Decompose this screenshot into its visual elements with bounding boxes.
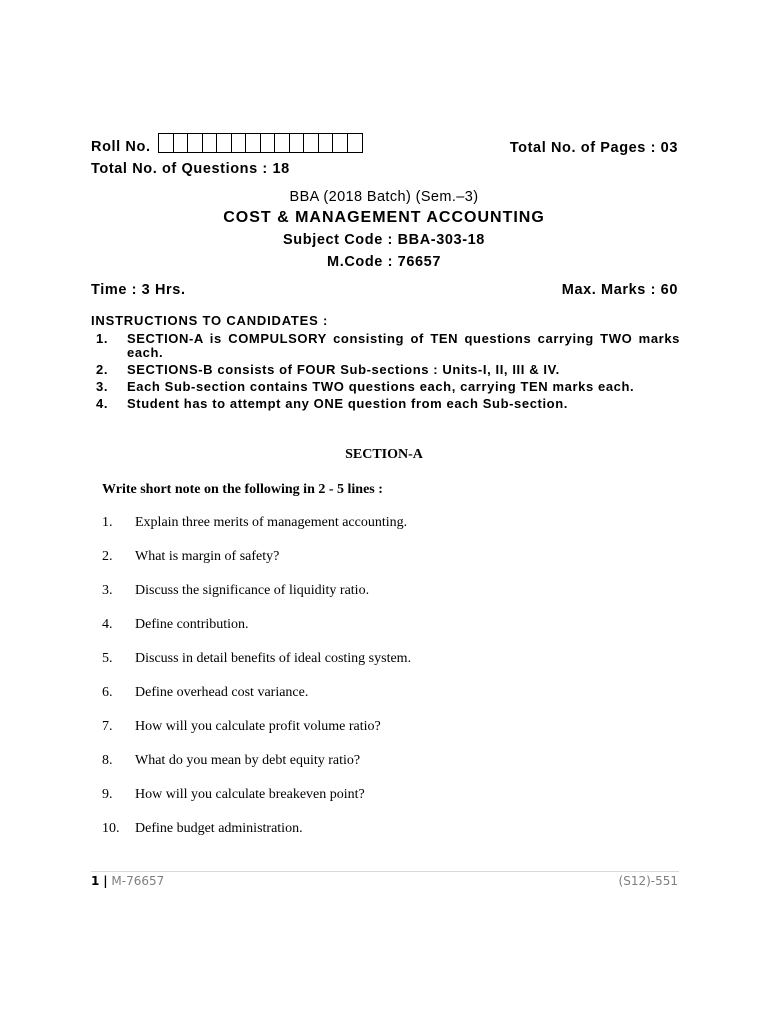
roll-no-box [333,134,348,152]
roll-no-box [290,134,305,152]
roll-no-box [174,134,189,152]
section-a-heading: SECTION-A [345,447,423,462]
instruction-item: 3. Each Sub-section contains TWO questions each, carrying TEN marks each. [96,378,635,394]
max-marks: Max. Marks : 60 [561,282,678,298]
roll-no-box [275,134,290,152]
roll-no-box [348,134,363,152]
roll-no-box [217,134,232,152]
question-item: 8. What do you mean by debt equity ratio? [102,753,361,768]
roll-no-box [246,134,261,152]
batch-line: BBA (2018 Batch) (Sem.–3) [289,189,479,205]
instructions-heading: INSTRUCTIONS TO CANDIDATES : [91,313,329,328]
roll-no-box [261,134,276,152]
question-item: 7. How will you calculate profit volume ratio? [102,719,381,734]
footer-divider [91,871,679,872]
question-item: 5. Discuss in detail benefits of ideal costing system. [102,651,412,666]
m-code: M.Code : 76657 [327,254,441,270]
roll-no-box [159,134,174,152]
footer-page-info [91,874,164,888]
total-questions: Total No. of Questions : 18 [91,161,290,177]
footer-separator: | [103,874,108,888]
time-allowed: Time : 3 Hrs. [91,282,186,298]
roll-no-box [304,134,319,152]
instructions-list [96,332,680,414]
instruction-item: 4. Student has to attempt any ONE question from each Sub-section. [96,395,568,411]
question-item: 4. Define contribution. [102,617,249,632]
instruction-item: 2. SECTIONS-B consists of FOUR Sub-sections : Units-I, II, III & IV. [96,361,560,377]
roll-no-box [319,134,334,152]
page-number: 1 [91,874,100,888]
roll-no-boxes [158,133,363,153]
section-a-instruction: Write short note on the following in 2 - 5 lines : [102,482,383,497]
question-item: 6. Define overhead cost variance. [102,685,309,700]
question-item: 2. What is margin of safety? [102,549,280,564]
subject-code: Subject Code : BBA-303-18 [283,232,485,248]
footer-reference: (S12)-551 [618,874,678,888]
roll-no-box [232,134,247,152]
roll-no-label: Roll No. [91,139,151,155]
subject-title: COST & MANAGEMENT ACCOUNTING [223,209,545,226]
question-item: 3. Discuss the significance of liquidity ratio. [102,583,370,598]
total-pages: Total No. of Pages : 03 [509,140,678,156]
footer-code: M-76657 [111,874,165,888]
roll-no-box [188,134,203,152]
instruction-item: 1. SECTION-A is COMPULSORY consisting of TEN questions carrying TWO marks each. [96,331,680,360]
question-list [102,515,411,855]
question-item: 1. Explain three merits of management accounting. [102,515,408,530]
question-item: 10. Define budget administration. [102,821,303,836]
question-item: 9. How will you calculate breakeven point? [102,787,365,802]
roll-no-box [203,134,218,152]
